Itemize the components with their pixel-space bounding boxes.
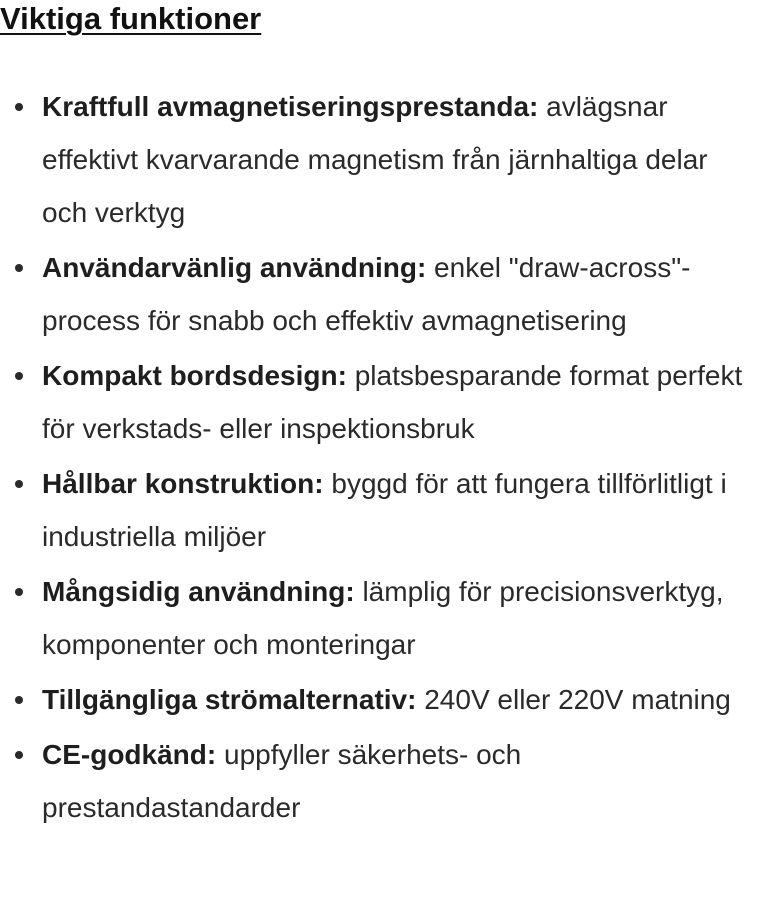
bullet-icon	[15, 372, 23, 380]
feature-description: lämplig för precisionsverktyg, komponenter och monteringar	[42, 576, 724, 660]
feature-description: platsbesparande format perfekt för verkstads- eller inspektionsbruk	[42, 360, 743, 444]
list-item	[0, 80, 760, 239]
feature-list	[0, 80, 760, 836]
feature-name: Kompakt bordsdesign:	[42, 360, 347, 391]
list-item	[0, 457, 760, 563]
feature-description: byggd för att fungera tillförlitligt i industriella miljöer	[42, 468, 727, 552]
feature-name: CE-godkänd:	[42, 739, 217, 770]
list-item	[0, 565, 760, 671]
page-heading: Viktiga funktioner	[0, 1, 262, 36]
feature-name: Användarvänlig användning:	[42, 252, 427, 283]
feature-description: enkel "draw-across"-process för snabb och effektiv avmagnetisering	[42, 252, 691, 336]
bullet-icon	[15, 103, 23, 111]
feature-name: Hållbar konstruktion:	[42, 468, 324, 499]
bullet-icon	[15, 751, 23, 759]
feature-name: Kraftfull avmagnetiseringsprestanda:	[42, 91, 539, 122]
feature-description: 240V eller 220V matning	[416, 684, 731, 715]
feature-description: uppfyller säkerhets- och prestandastandarder	[42, 739, 522, 823]
list-item	[0, 728, 760, 834]
bullet-icon	[15, 588, 23, 596]
list-item	[0, 241, 760, 347]
feature-name: Tillgängliga strömalternativ:	[42, 684, 417, 715]
bullet-icon	[15, 480, 23, 488]
list-item	[0, 673, 760, 726]
bullet-icon	[15, 696, 23, 704]
list-item	[0, 349, 760, 455]
bullet-icon	[15, 264, 23, 272]
feature-description: avlägsnar effektivt kvarvarande magnetism från järnhaltiga delar och verktyg	[42, 91, 708, 228]
feature-name: Mångsidig användning:	[42, 576, 355, 607]
